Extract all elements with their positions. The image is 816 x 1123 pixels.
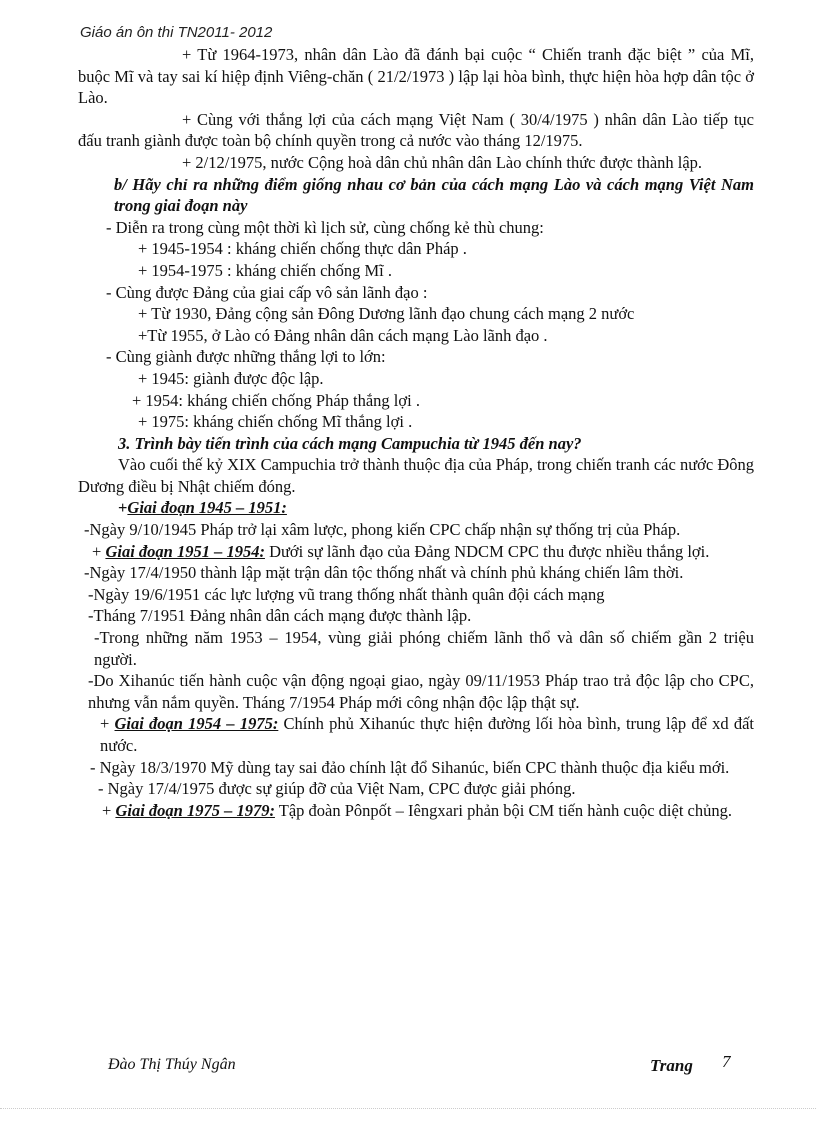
stage-3-label: Giai đoạn 1954 – 1975: xyxy=(114,714,279,734)
stage-2-label: Giai đoạn 1951 – 1954: xyxy=(105,541,265,561)
sub-list-item: + Từ 1930, Đảng cộng sản Đông Dương lãnh đạo chung cách mạng 2 nước xyxy=(138,304,635,324)
list-item: - Diễn ra trong cùng một thời kì lịch sử, cùng chống kẻ thù chung: xyxy=(106,217,544,237)
section-3-heading: 3. Trình bày tiến trình của cách mạng Campuchia từ 1945 đến nay? xyxy=(118,433,582,453)
stage-2-paragraph-3: -Tháng 7/1951 Đảng nhân dân cách mạng được thành lập. xyxy=(88,606,472,626)
stage-2-paragraph-1: -Ngày 17/4/1950 thành lập mặt trận dân tộc thống nhất và chính phủ kháng chiến lâm thời. xyxy=(84,563,684,583)
sub-list-item: + 1975: kháng chiến chống Mĩ thắng lợi . xyxy=(138,412,413,432)
stage-2-paragraph-2: -Ngày 19/6/1951 các lực lượng vũ trang thống nhất thành quân đội cách mạng xyxy=(88,584,605,604)
stage-2-heading xyxy=(78,541,754,563)
document-header: Giáo án ôn thi TN2011- 2012 xyxy=(80,24,273,41)
stage-4-label: Giai đoạn 1975 – 1979: xyxy=(115,800,275,820)
page-bottom-divider xyxy=(0,1108,816,1109)
section-b-list xyxy=(78,217,754,433)
stage-1-label: Giai đoạn 1945 – 1951: xyxy=(127,498,287,518)
laos-paragraph-2: + Cùng với thắng lợi của cách mạng Việt Nam ( 30/4/1975 ) nhân dân Lào tiếp tục đấu tranh giành được toàn bộ chính quyền trong cả nước vào tháng 12/1975. xyxy=(78,109,754,151)
section-3-intro: Vào cuối thế kỷ XIX Campuchia trở thành thuộc địa của Pháp, trong chiến tranh các nước Đông Dương điều bị Nhật chiếm đóng. xyxy=(78,455,754,496)
stage-2-paragraph-4: -Trong những năm 1953 – 1954, vùng giải phóng chiếm lãnh thổ và dân số chiếm gần 2 triệu người. xyxy=(94,628,754,669)
stage-2-paragraph-5: -Do Xihanúc tiến hành cuộc vận động ngoại giao, ngày 09/11/1953 Pháp trao trả độc lập cho CPC, nhưng vẫn nắm quyền. Tháng 7/1954 Pháp mới công nhận độc lập thật sự. xyxy=(88,671,754,712)
stage-1-paragraph-1: -Ngày 9/10/1945 Pháp trở lại xâm lược, phong kiến CPC chấp nhận sự thống trị của Pháp. xyxy=(84,520,681,540)
stage-3-paragraph-2: - Ngày 17/4/1975 được sự giúp đỡ của Việt Nam, CPC được giải phóng. xyxy=(98,779,576,799)
page-content xyxy=(78,44,754,821)
footer-author: Đào Thị Thúy Ngân xyxy=(108,1056,236,1073)
stage-2-prefix: + xyxy=(92,541,102,561)
stage-3-text: Chính phủ Xihanúc thực hiện đường lối hòa bình, trung lập để xd đất nước. xyxy=(100,714,754,755)
stage-4-prefix: + xyxy=(102,800,112,820)
sub-list-item: + 1954-1975 : kháng chiến chống Mĩ . xyxy=(138,260,393,280)
list-item: - Cùng giành được những thắng lợi to lớn: xyxy=(106,347,386,367)
sub-list-item: + 1945: giành được độc lập. xyxy=(138,368,324,388)
laos-paragraph-1: + Từ 1964-1973, nhân dân Lào đã đánh bại cuộc “ Chiến tranh đặc biệt ” của Mĩ, buộc Mĩ và tay sai kí hiệp định Viêng-chăn ( 21/2/1973 ) lập lại hòa bình, thực hiện hòa hợp dân tộc ở Lào. xyxy=(78,45,754,108)
laos-paragraph-3: + 2/12/1975, nước Cộng hoà dân chủ nhân dân Lào chính thức được thành lập. xyxy=(182,152,703,172)
sub-list-item: +Từ 1955, ở Lào có Đảng nhân dân cách mạng Lào lãnh đạo . xyxy=(138,325,548,345)
stage-1-heading xyxy=(78,497,754,519)
stage-1-prefix: + xyxy=(118,498,128,518)
sub-list-item: + 1954: kháng chiến chống Pháp thắng lợi . xyxy=(132,390,420,410)
stage-3-paragraph-1: - Ngày 18/3/1970 Mỹ dùng tay sai đảo chính lật đổ Sihanúc, biến CPC thành thuộc địa kiểu mới. xyxy=(90,757,730,777)
footer-page-label: Trang xyxy=(650,1056,693,1075)
section-b-heading: b/ Hãy chỉ ra những điểm giống nhau cơ bản của cách mạng Lào và cách mạng Việt Nam trong giai đoạn này xyxy=(114,174,754,216)
stage-3-prefix: + xyxy=(100,714,110,734)
stage-2-text: Dưới sự lãnh đạo của Đảng NDCM CPC thu được nhiều thắng lợi. xyxy=(269,541,710,561)
list-item: - Cùng được Đảng của giai cấp vô sản lãnh đạo : xyxy=(106,282,428,302)
sub-list-item: + 1945-1954 : kháng chiến chống thực dân Pháp . xyxy=(138,239,467,259)
footer-page-number: 7 xyxy=(722,1052,731,1071)
stage-4-heading xyxy=(78,800,754,822)
stage-3-heading xyxy=(78,713,754,756)
stage-4-text: Tập đoàn Pônpốt – Iêngxari phản bội CM tiến hành cuộc diệt chủng. xyxy=(278,800,732,820)
